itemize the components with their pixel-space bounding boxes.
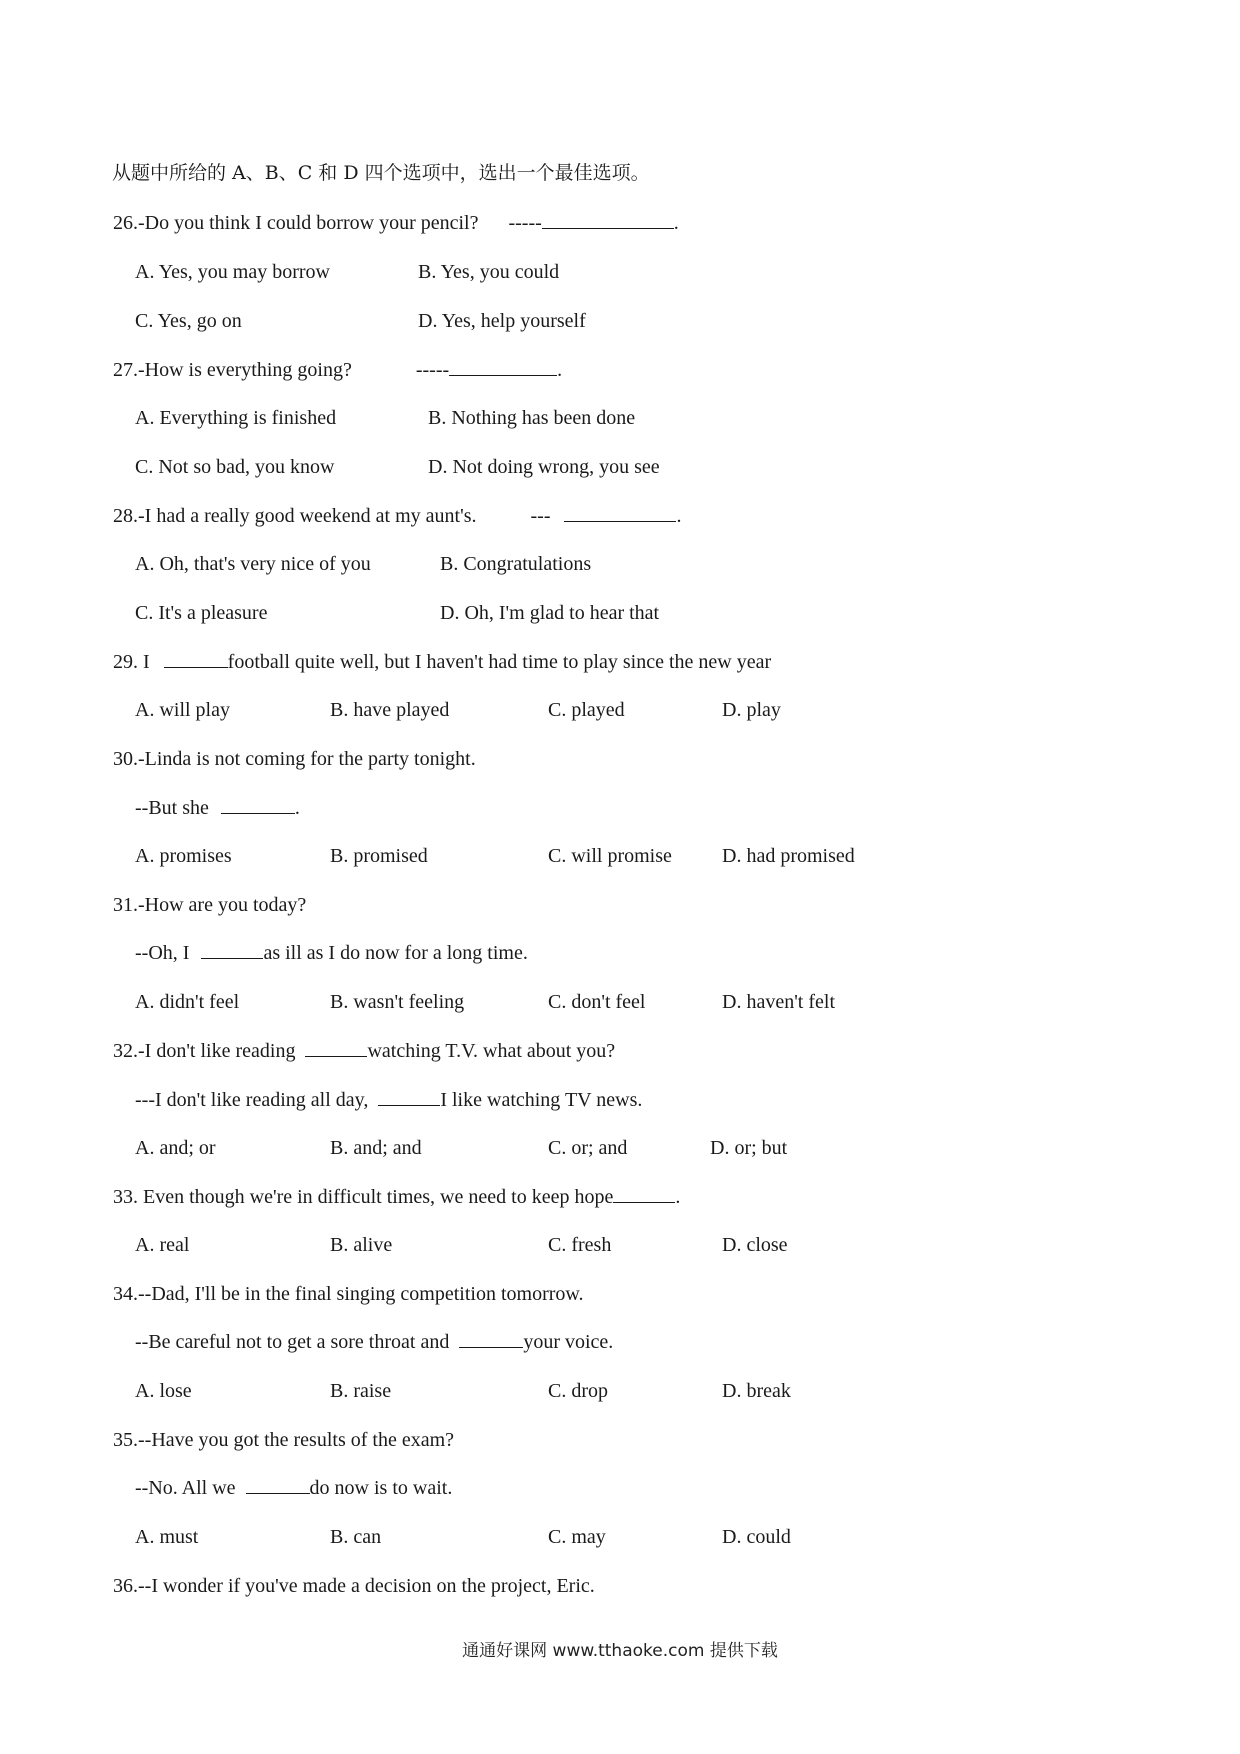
question-28 — [113, 503, 681, 529]
q31-option-b: B. wasn't feeling — [330, 991, 465, 1013]
q33-option-b: B. alive — [330, 1234, 393, 1256]
q33-option-a: A. real — [135, 1234, 190, 1256]
q31-option-c: C. don't feel — [548, 991, 646, 1013]
q32-blank-1 — [305, 1038, 367, 1057]
q30-end: . — [294, 797, 300, 819]
q34-option-d: D. break — [722, 1380, 791, 1402]
q26-option-c: C. Yes, go on — [135, 310, 242, 332]
q28-blank — [564, 503, 676, 522]
q32-reply-a: ---I don't like reading all day, — [135, 1089, 369, 1111]
q29-prompt-b: football quite well, but I haven't had time to play since the new year — [227, 651, 772, 673]
q34-reply — [135, 1329, 613, 1355]
footer-source: 通通好课网 www.tthaoke.com 提供下载 — [462, 1641, 778, 1661]
q26-option-b: B. Yes, you could — [418, 261, 560, 283]
q32-prompt-b: watching T.V. what about you? — [367, 1040, 616, 1062]
q30-reply — [135, 795, 300, 821]
q28-option-d: D. Oh, I'm glad to hear that — [440, 602, 660, 624]
question-29 — [113, 649, 771, 675]
q28-end: . — [676, 505, 682, 527]
q26-prompt: 26.-Do you think I could borrow your pencil? — [113, 212, 479, 234]
q34-reply-a: --Be careful not to get a sore throat and — [135, 1331, 450, 1353]
q29-option-c: C. played — [548, 699, 625, 721]
q29-option-a: A. will play — [135, 699, 230, 721]
q27-prompt: 27.-How is everything going? — [113, 359, 352, 381]
question-26 — [113, 210, 679, 236]
q32-blank-2 — [378, 1087, 440, 1106]
question-35: 35.--Have you got the results of the exam? — [113, 1429, 455, 1451]
q32-option-c: C. or; and — [548, 1137, 628, 1159]
q33-option-c: C. fresh — [548, 1234, 612, 1256]
q27-blank — [449, 357, 557, 376]
q27-end: . — [557, 359, 563, 381]
q35-option-c: C. may — [548, 1526, 606, 1548]
q30-option-a: A. promises — [135, 845, 232, 867]
q32-reply-b: I like watching TV news. — [440, 1089, 643, 1111]
q32-option-a: A. and; or — [135, 1137, 216, 1159]
q35-reply-a: --No. All we — [135, 1477, 236, 1499]
q30-option-c: C. will promise — [548, 845, 672, 867]
q32-option-b: B. and; and — [330, 1137, 422, 1159]
q30-blank — [221, 795, 295, 814]
q31-option-d: D. haven't felt — [722, 991, 836, 1013]
q33-option-d: D. close — [722, 1234, 788, 1256]
q27-option-d: D. Not doing wrong, you see — [428, 456, 660, 478]
q32-prompt-a: 32.-I don't like reading — [113, 1040, 296, 1062]
q27-option-a: A. Everything is finished — [135, 407, 337, 429]
question-36: 36.--I wonder if you've made a decision on the project, Eric. — [113, 1575, 595, 1597]
question-32 — [113, 1038, 615, 1064]
q32-reply — [135, 1087, 642, 1113]
q35-blank — [246, 1475, 310, 1494]
q31-blank — [201, 940, 263, 959]
q28-option-a: A. Oh, that's very nice of you — [135, 553, 371, 575]
q26-reply: ----- — [508, 212, 542, 234]
q33-prompt: 33. Even though we're in difficult times, we need to keep hope — [113, 1186, 614, 1208]
q31-option-a: A. didn't feel — [135, 991, 240, 1013]
question-34: 34.--Dad, I'll be in the final singing competition tomorrow. — [113, 1283, 584, 1305]
q34-option-c: C. drop — [548, 1380, 608, 1402]
q27-option-b: B. Nothing has been done — [428, 407, 636, 429]
q28-option-c: C. It's a pleasure — [135, 602, 268, 624]
question-31: 31.-How are you today? — [113, 894, 307, 916]
q34-blank — [459, 1329, 523, 1348]
q35-option-d: D. could — [722, 1526, 791, 1548]
instruction: 从题中所给的 A、B、C 和 D 四个选项中，选出一个最佳选项。 — [112, 162, 650, 184]
q32-option-d: D. or; but — [710, 1137, 788, 1159]
q34-option-b: B. raise — [330, 1380, 392, 1402]
q31-reply — [135, 940, 528, 966]
question-27 — [113, 357, 562, 383]
q30-option-d: D. had promised — [722, 845, 855, 867]
q33-end: . — [675, 1186, 681, 1208]
q30-reply-text: --But she — [135, 797, 209, 819]
q28-option-b: B. Congratulations — [440, 553, 592, 575]
q34-option-a: A. lose — [135, 1380, 192, 1402]
q31-reply-b: as ill as I do now for a long time. — [263, 942, 528, 964]
q34-reply-b: your voice. — [523, 1331, 614, 1353]
q26-option-a: A. Yes, you may borrow — [135, 261, 330, 283]
question-30: 30.-Linda is not coming for the party tonight. — [113, 748, 476, 770]
q35-reply-b: do now is to wait. — [309, 1477, 453, 1499]
q29-blank — [164, 649, 228, 668]
q35-option-b: B. can — [330, 1526, 382, 1548]
q31-reply-a: --Oh, I — [135, 942, 190, 964]
q35-option-a: A. must — [135, 1526, 199, 1548]
q26-end: . — [673, 212, 679, 234]
q29-option-b: B. have played — [330, 699, 450, 721]
q33-blank — [613, 1184, 675, 1203]
q29-option-d: D. play — [722, 699, 781, 721]
q27-option-c: C. Not so bad, you know — [135, 456, 335, 478]
q28-reply: --- — [530, 505, 551, 527]
question-33 — [113, 1184, 680, 1210]
q30-option-b: B. promised — [330, 845, 428, 867]
q29-prompt-a: 29. I — [113, 651, 150, 673]
q35-reply — [135, 1475, 452, 1501]
q28-prompt: 28.-I had a really good weekend at my aunt's. — [113, 505, 477, 527]
q27-reply: ----- — [415, 359, 450, 381]
q26-blank — [542, 210, 674, 229]
q26-option-d: D. Yes, help yourself — [418, 310, 586, 332]
